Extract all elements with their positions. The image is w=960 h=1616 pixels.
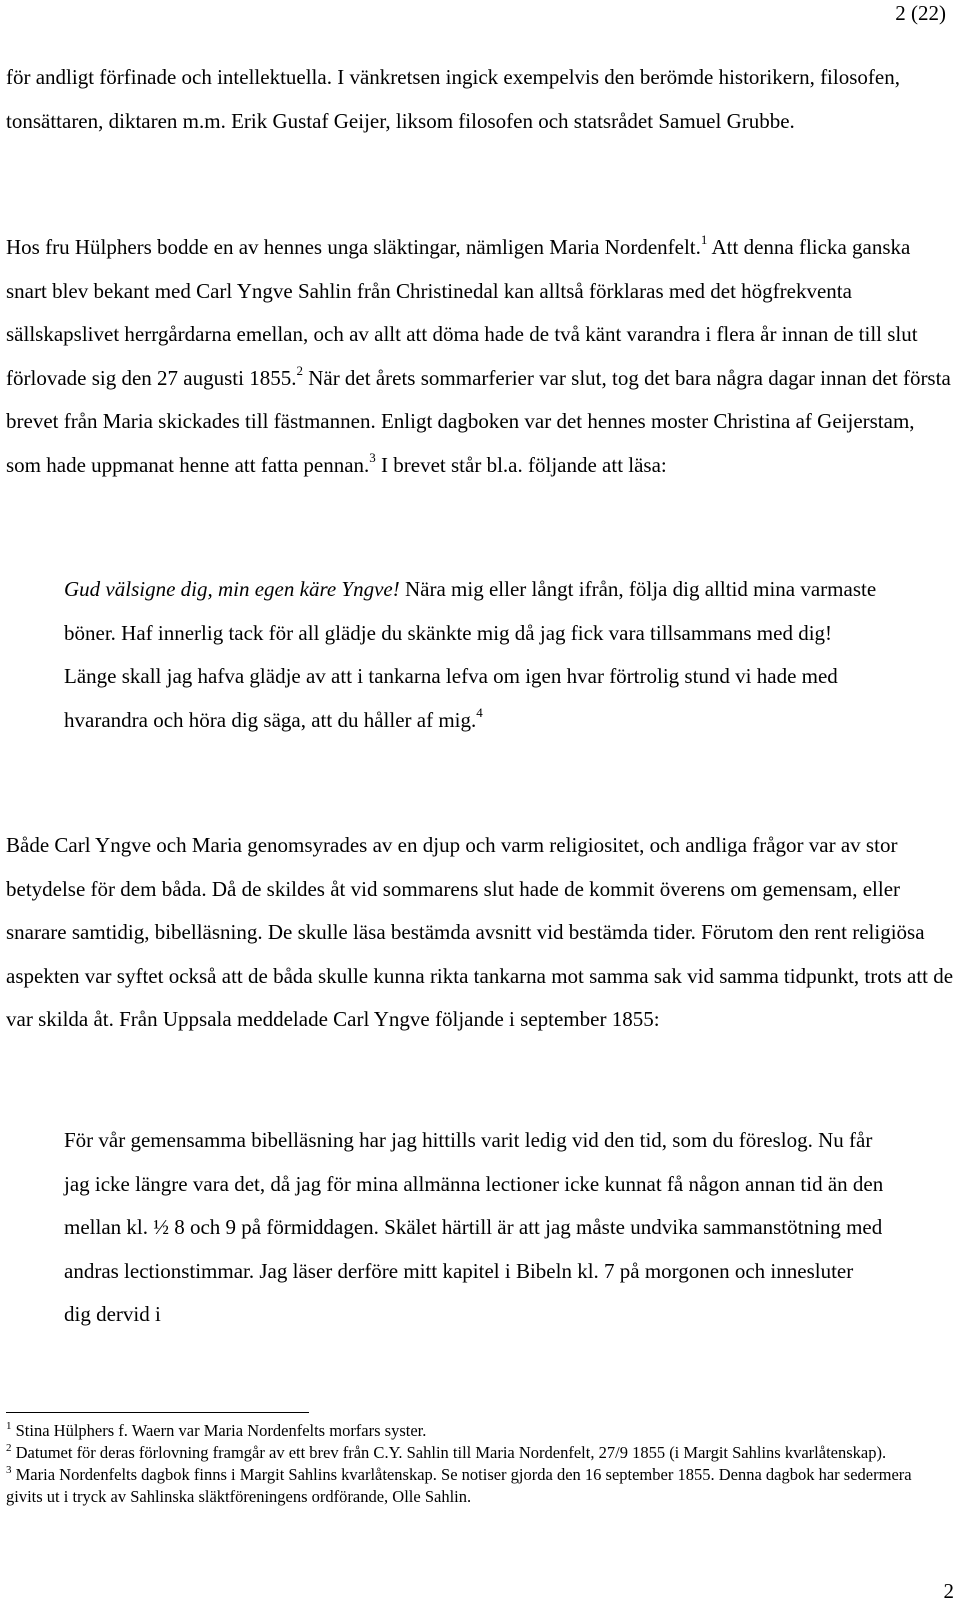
footnote-ref-2[interactable]: 2 (296, 362, 303, 378)
footnote-number: 3 (6, 1463, 12, 1476)
paragraph-text: I brevet står bl.a. följande att läsa: (375, 452, 667, 477)
footnote-separator (6, 1412, 309, 1413)
page-header-number: 2 (22) (895, 1, 946, 25)
footnotes-section (6, 1420, 936, 1508)
footnote-text: Datumet för deras förlovning framgår av ett brev från C.Y. Sahlin till Maria Nordenfelt, 27/9 1855 (i Margit Sahlins kvarlåtenskap). (11, 1443, 887, 1462)
footnote-number: 1 (6, 1419, 12, 1432)
block-quote-letter-carl-yngve: För vår gemensamma bibelläsning har jag hittills varit ledig vid den tid, som du föreslog. Nu får jag icke längre vara det, då jag för mina allmänna lectioner icke kunnat få någon annan tid än den mellan kl. ½ 8 och 9 på förmiddagen. Skälet härtill är att jag måste undvika sammanstötning med andras lectionstimmar. Jag läser derföre mitt kapitel i Bibeln kl. 7 på morgonen och innesluter dig dervid i (64, 1128, 884, 1326)
paragraph-text: Hos fru Hülphers bodde en av hennes unga släktingar, nämligen Maria Nordenfelt. (6, 235, 701, 259)
footnote-ref-3[interactable]: 3 (369, 449, 376, 465)
page-footer-number: 2 (943, 1579, 954, 1603)
footnote-text: Stina Hülphers f. Waern var Maria Nordenfelts morfars syster. (11, 1421, 427, 1440)
footnote-text: Maria Nordenfelts dagbok finns i Margit Sahlins kvarlåtenskap. Se notiser gjorda den 16 september 1855. Denna dagbok har sedermera givits ut i tryck av Sahlinska släktföreningens ordförande, Olle Sahlin. (6, 1465, 912, 1506)
paragraph-religiosity: Både Carl Yngve och Maria genomsyrades av en djup och varm religiositet, och andliga frågor var av stor betydelse för dem båda. Då de skildes åt vid sommarens slut hade de kommit överens om gemensam, eller snarare samtidig, bibelläsning. De skulle läsa bestämda avsnitt vid bestämda tider. Förutom den rent religiösa aspekten var syftet också att de båda skulle kunna rikta tankarna mot samma sak vid samma tidpunkt, trots att de var skilda åt. Från Uppsala meddelade Carl Yngve följande i september 1855: (6, 833, 954, 1031)
paragraph-maria-nordenfelt (6, 226, 954, 487)
paragraph-text: När det årets sommarferier var slut, tog det bara några dagar innan det första brevet från Maria skickades till fästmannen. Enligt dagboken var det hennes moster Christina af Geijerstam, som hade uppmanat henne att fatta pennan. (6, 365, 951, 477)
footnote-1 (6, 1420, 936, 1442)
footnote-ref-4[interactable]: 4 (476, 704, 483, 720)
footnote-2 (6, 1442, 936, 1464)
footnote-number: 2 (6, 1441, 12, 1454)
quote-italic-greeting: Gud välsigne dig, min egen käre Yngve! (64, 577, 400, 601)
quote-text: Nära mig eller långt ifrån, följa dig alltid mina varmaste böner. Haf innerlig tack för all glädje du skänkte mig då jag fick vara tillsammans med dig! Länge skall jag hafva glädje av att i tankarna lefva om igen hvar förtrolig stund vi hade med hvarandra och höra dig säga, att du håller af mig. (64, 577, 877, 732)
paragraph-text: Att denna flicka ganska snart blev bekant med Carl Yngve Sahlin från Christinedal kan alltså förklaras med det högfrekventa sällskapslivet herrgårdarna emellan, och av allt att döma hade de två känt varandra i flera år innan de till slut förlovade sig den 27 augusti 1855. (6, 235, 918, 390)
footnote-ref-1[interactable]: 1 (700, 232, 708, 247)
footnote-3 (6, 1464, 936, 1508)
paragraph-intro: för andligt förfinade och intellektuella. I vänkretsen ingick exempelvis den berömde historikern, filosofen, tonsättaren, diktaren m.m. Erik Gustaf Geijer, liksom filosofen och statsrådet Samuel Grubbe. (6, 65, 900, 133)
block-quote-letter-maria (64, 568, 884, 742)
